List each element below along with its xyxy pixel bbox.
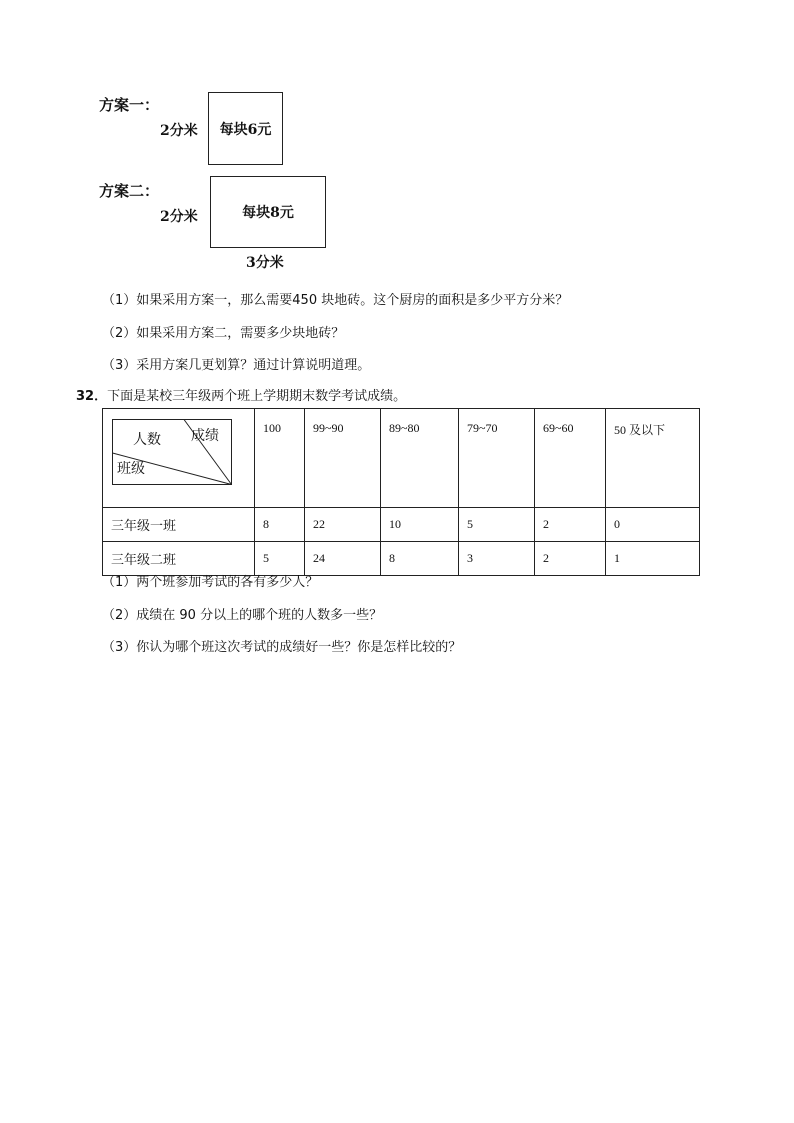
plan1-side-dimension: 2分米 [160, 123, 198, 139]
table-cell: 0 [606, 508, 700, 542]
q31-item-2: （2）如果采用方案二，需要多少块地砖？ [102, 326, 345, 341]
q32-number: 32． [76, 389, 108, 404]
column-header: 100 [255, 409, 305, 508]
table-cell: 3 [459, 542, 535, 576]
plan2-bottom-dimension: 3分米 [246, 255, 284, 271]
diag-header-count: 人数 [133, 432, 161, 448]
table-cell: 5 [459, 508, 535, 542]
table-cell: 10 [381, 508, 459, 542]
q31-item-3: （3）采用方案几更划算？通过计算说明道理。 [102, 358, 371, 373]
column-header: 50 及以下 [606, 409, 700, 508]
plan1-tile [208, 92, 283, 165]
column-header: 69~60 [535, 409, 606, 508]
plan2-side-dimension: 2分米 [160, 209, 198, 225]
column-header: 89~80 [381, 409, 459, 508]
plan2-label: 方案二： [99, 182, 160, 200]
table-cell: 5 [255, 542, 305, 576]
scores-table [102, 408, 700, 576]
row-label: 三年级一班 [103, 508, 255, 542]
plan2-tile [210, 176, 326, 248]
table-cell: 2 [535, 508, 606, 542]
plan2-tile-price: 每块8元 [242, 205, 294, 221]
q32-title: 下面是某校三年级两个班上学期期末数学考试成绩。 [107, 389, 407, 404]
table-cell: 1 [606, 542, 700, 576]
table-cell: 24 [305, 542, 381, 576]
table-row [103, 508, 700, 542]
q32-heading [76, 385, 406, 404]
plan1-tile-price: 每块6元 [219, 121, 272, 138]
table-diagonal-header-cell [103, 409, 255, 508]
diag-header-score: 成绩 [191, 428, 219, 444]
plan1-label: 方案一： [99, 96, 160, 114]
q31-item-1: （1）如果采用方案一，那么需要450 块地砖。这个厨房的面积是多少平方分米？ [102, 293, 569, 308]
table-cell: 22 [305, 508, 381, 542]
q32-item-3: （3）你认为哪个班这次考试的成绩好一些？你是怎样比较的？ [102, 640, 462, 655]
diag-header-class: 班级 [117, 461, 145, 477]
column-header: 99~90 [305, 409, 381, 508]
q32-item-1: （1）两个班参加考试的各有多少人？ [102, 575, 319, 590]
table-cell: 8 [255, 508, 305, 542]
table-cell: 8 [381, 542, 459, 576]
column-header: 79~70 [459, 409, 535, 508]
q32-item-2: （2）成绩在 90 分以上的哪个班的人数多一些？ [102, 608, 383, 623]
table-header-row [103, 409, 700, 508]
row-label: 三年级二班 [103, 542, 255, 576]
table-cell: 2 [535, 542, 606, 576]
